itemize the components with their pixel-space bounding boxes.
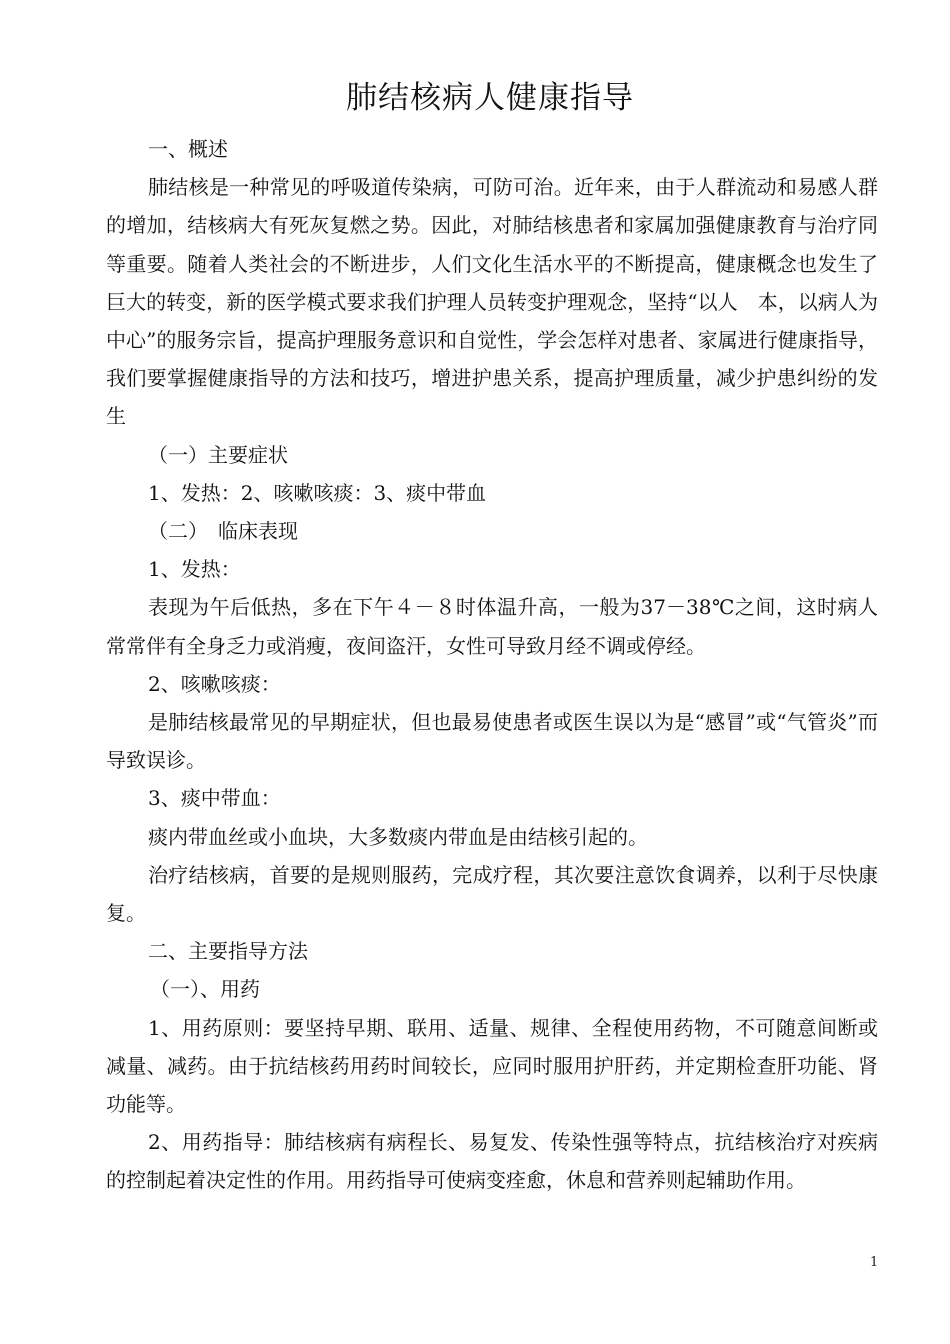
paragraph-medication-principles: 1、用药原则：要坚持早期、联用、适量、规律、全程使用药物，不可随意间断或减量、减药。由于抗结核药用药时间较长，应同时服用护肝药，并定期检查肝功能、肾功能等。 — [106, 1015, 878, 1117]
section-heading-overview: 一、概述 — [148, 137, 228, 161]
section-heading-guidance-methods: 二、主要指导方法 — [148, 939, 308, 964]
paragraph-blood-sputum: 痰内带血丝或小血块，大多数痰内带血是由结核引起的。 — [148, 824, 648, 849]
item-heading-blood-sputum: 3、痰中带血： — [148, 786, 281, 811]
subheading-clinical-manifestations: （二） 临床表现 — [148, 519, 298, 544]
paragraph-medication-guidance: 2、用药指导：肺结核病有病程长、易复发、传染性强等特点，抗结核治疗对疾病的控制起着决定性的作用。用药指导可使病变痊愈，休息和营养则起辅助作用。 — [106, 1130, 878, 1193]
paragraph-fever: 表现为午后低热，多在下午４－８时体温升高，一般为37－38℃之间，这时病人常常伴有全身乏力或消瘦，夜间盗汗，女性可导致月经不调或停经。 — [106, 595, 878, 658]
document-body — [106, 130, 878, 1200]
paragraph-overview: 肺结核是一种常见的呼吸道传染病，可防可治。近年来，由于人群流动和易感人群的增加，结核病大有死灰复燃之势。因此，对肺结核患者和家属加强健康教育与治疗同等重要。随着人类社会的不断进步，人们文化生活水平的不断提高，健康概念也发生了巨大的转变，新的医学模式要求我们护理人员转变护理观念，坚持“以人 本，以病人为中心”的服务宗旨，提高护理服务意识和自觉性，学会怎样对患者、家属进行健康指导，我们要掌握健康指导的方法和技巧，增进护患关系，提高护理质量，减少护患纠纷的发生 — [106, 175, 878, 429]
document-title: 肺结核病人健康指导 — [346, 80, 634, 116]
subheading-medication: （一）、用药 — [150, 977, 260, 1002]
item-heading-fever: 1、发热： — [148, 557, 241, 582]
page-number: 1 — [870, 1255, 879, 1270]
paragraph-treatment: 治疗结核病，首要的是规则服药，完成疗程，其次要注意饮食调养，以利于尽快康复。 — [106, 862, 878, 926]
subheading-main-symptoms: （一）主要症状 — [148, 442, 288, 467]
item-heading-cough: 2、咳嗽咳痰： — [148, 671, 281, 696]
paragraph-symptom-list: 1、发热：2、咳嗽咳痰：3、痰中带血 — [148, 480, 487, 505]
paragraph-cough: 是肺结核最常见的早期症状，但也最易使患者或医生误以为是“感冒”或“气管炎”而导致误诊。 — [106, 710, 878, 773]
